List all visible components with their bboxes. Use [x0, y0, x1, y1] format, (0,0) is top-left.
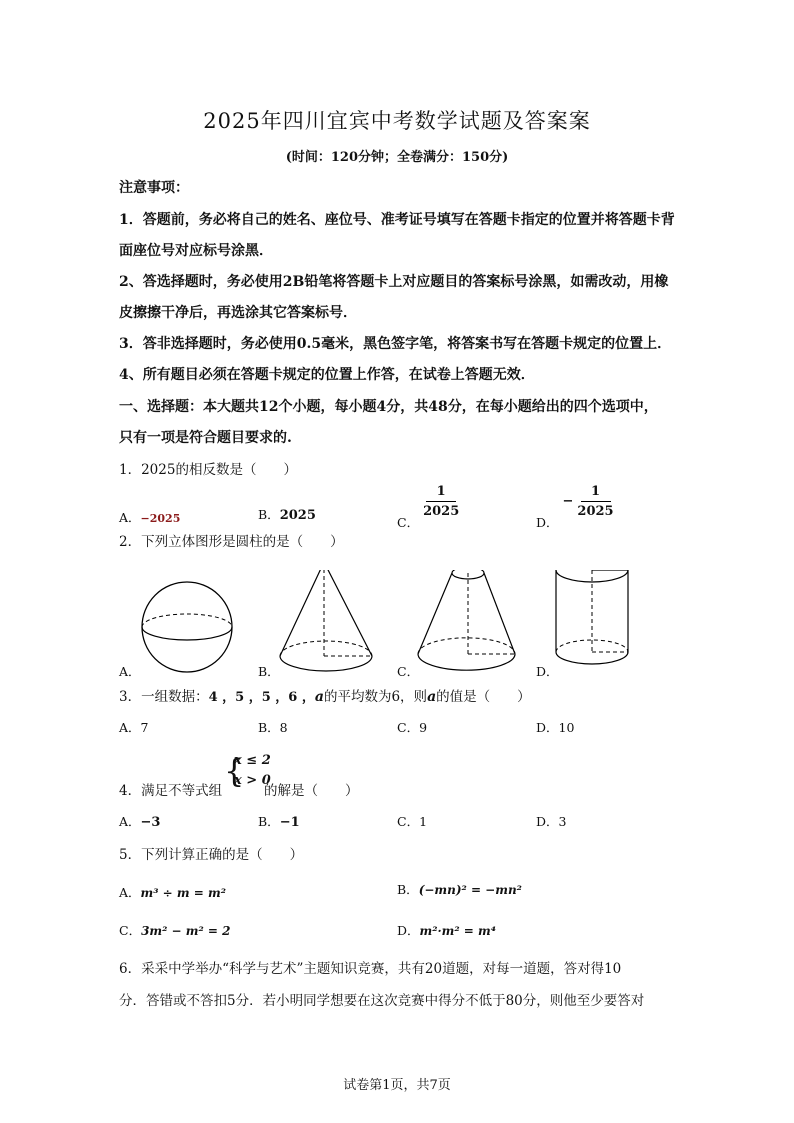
q1-option-c [397, 484, 459, 531]
q2-option-c: C． [397, 664, 420, 679]
note-2b: 皮擦擦干净后，再选涂其它答案标号． [119, 305, 357, 321]
option-label: A． [119, 510, 141, 525]
option-expression: m²·m² = m⁴ [419, 924, 496, 938]
q5-option-d [397, 921, 496, 939]
denominator: 2025 [423, 504, 460, 519]
option-label: B． [397, 882, 419, 897]
page-footer: 试卷第1页，共7页 [343, 1078, 451, 1093]
q3-data: 4 ，5 ，5 ，6 ， [208, 690, 315, 705]
q4-option-b [258, 812, 300, 830]
section-1-heading: 一、选择题：本大题共12个小题，每小题4分，共48分，在每小题给出的四个选项中， [119, 399, 658, 415]
q5-option-b [397, 880, 522, 898]
option-label: A． [119, 814, 141, 829]
option-label: C． [397, 515, 420, 530]
q3-middle: 的平均数为6，则 [323, 689, 428, 705]
note-1b: 面座位号对应标号涂黑． [119, 243, 273, 259]
q3-option-c: C．9 [397, 720, 428, 735]
q3-var: a [314, 689, 324, 705]
frustum-figure [418, 570, 515, 670]
q1-option-a [119, 508, 180, 526]
option-label: D． [397, 923, 420, 938]
note-1a: 1．答题前，务必将自己的姓名、座位号、准考证号填写在答题卡指定的位置并将答题卡背 [119, 212, 675, 228]
q5-stem: 5．下列计算正确的是（ ） [119, 847, 304, 863]
q6-line-1: 6．采采中学举办“科学与艺术”主题知识竞赛，共有20道题，对每一道题，答对得10 [119, 961, 622, 977]
left-brace: { [224, 752, 245, 790]
q2-option-a: A． [119, 664, 141, 679]
q3-prefix: 3．一组数据： [119, 689, 209, 705]
q4-option-a [119, 812, 160, 830]
sphere-figure [142, 582, 232, 672]
option-label: A． [119, 885, 141, 900]
q2-figures [130, 570, 650, 680]
q4-option-c: C．1 [397, 814, 428, 829]
fraction [423, 484, 459, 519]
q4-prefix: 4．满足不等式组 [119, 783, 223, 799]
cone-figure [280, 570, 372, 671]
q2-option-b: B． [258, 664, 280, 679]
q3-suffix: 的值是（ ） [436, 689, 531, 705]
q4-option-d: D．3 [536, 814, 567, 829]
q4-suffix: 的解是（ ） [264, 783, 359, 799]
numerator: 1 [590, 484, 601, 499]
note-3: 3．答非选择题时，务必使用0.5毫米，黑色签字笔，将答案书写在答题卡规定的位置上． [119, 336, 672, 352]
fraction-bar [581, 501, 611, 502]
minus-sign: − [562, 494, 574, 509]
fraction-bar [426, 501, 456, 502]
cylinder-figure [556, 570, 628, 664]
q3-option-b: B．8 [258, 720, 288, 735]
q5-option-a [119, 883, 226, 901]
q2-stem: 2．下列立体图形是圆柱的是（ ） [119, 534, 344, 550]
denominator: 2025 [577, 504, 614, 519]
option-expression: (−mn)² = −mn² [418, 883, 522, 897]
q3-var2: a [427, 689, 437, 705]
q5-option-c [119, 921, 231, 939]
q6-line-2: 分．答错或不答扣5分．若小明同学想要在这次竞赛中得分不低于80分，则他至少要答对 [119, 993, 645, 1009]
q3-stem [119, 685, 531, 705]
option-value: 2025 [279, 508, 316, 523]
option-expression: 3m² − m² = 2 [141, 924, 231, 938]
q1-option-b [258, 505, 316, 523]
exam-info: (时间：120分钟；全卷满分：150分) [285, 150, 509, 165]
option-value: −3 [140, 815, 161, 830]
q1-option-d [536, 484, 614, 531]
option-value: −1 [279, 815, 300, 830]
q3-option-d: D．10 [536, 720, 575, 735]
option-expression: m³ ÷ m = m² [140, 886, 226, 900]
q2-option-d: D． [536, 664, 559, 679]
q4-condition-2: x > 0 [234, 773, 271, 788]
section-1-heading-cont: 只有一项是符合题目要求的. [119, 430, 292, 446]
notes-heading: 注意事项： [119, 180, 189, 196]
note-4: 4、所有题目必须在答题卡规定的位置上作答，在试卷上答题无效． [119, 367, 535, 383]
fraction [577, 484, 613, 519]
note-2a: 2、答选择题时，务必使用2B铅笔将答题卡上对应题目的答案标号涂黑，如需改动，用橡 [119, 274, 669, 290]
option-label: C． [119, 923, 142, 938]
option-label: B． [258, 507, 280, 522]
option-label: B． [258, 814, 280, 829]
numerator: 1 [436, 484, 446, 499]
option-label: D． [536, 515, 559, 530]
q4-condition-1: x ≤ 2 [234, 753, 271, 768]
q3-option-a: A．7 [119, 720, 149, 735]
option-value: −2025 [140, 512, 181, 525]
q1-stem: 1．2025的相反数是（ ） [119, 462, 297, 478]
page-title: 2025年四川宜宾中考数学试题及答案案 [203, 109, 591, 133]
